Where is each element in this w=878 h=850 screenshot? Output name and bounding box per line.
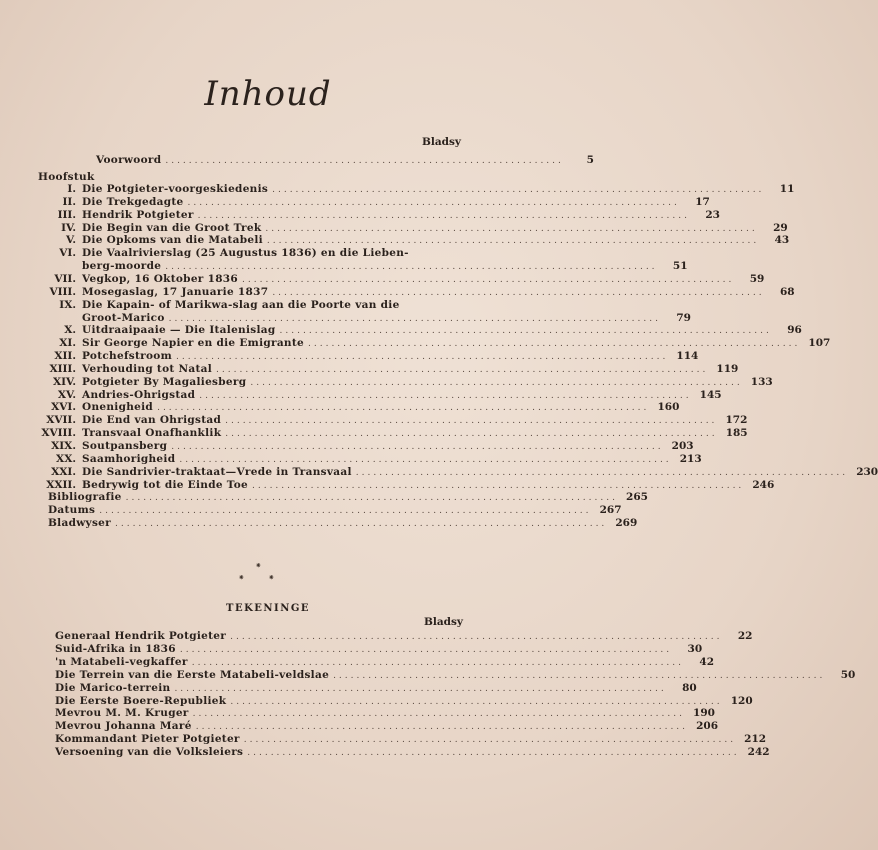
leader-dots: .................................................................................... [191, 657, 685, 668]
toc-entry-page: 107 [808, 337, 831, 350]
leader-dots: .................................................................................... [199, 390, 692, 401]
leader-dots: .................................................................................... [195, 722, 689, 733]
toc-entry-title: Verhouding tot Natal [82, 362, 213, 375]
leader-dots: .................................................................................... [225, 416, 718, 427]
toc-entry-number: XIV. [52, 375, 76, 388]
leader-dots: .................................................................................... [333, 670, 826, 681]
toc-entry-title: Datums [48, 504, 96, 517]
toc-entry-chapter [36, 247, 458, 260]
leader-dots: .................................................................................... [171, 442, 664, 452]
toc-entry-title: Die Opkoms van die Matabeli [82, 234, 263, 247]
ornament-left: ⁕ [238, 573, 245, 582]
toc-entry-number: II. [62, 195, 76, 208]
toc-entry-title: Die End van Ohrigstad [82, 414, 222, 427]
toc-entry-page: 42 [699, 655, 715, 668]
toc-entry-title: Hendrik Potgieter [82, 208, 194, 221]
toc-entry-number: I. [67, 183, 76, 195]
toc-entry-page: 79 [676, 311, 691, 324]
toc-entry-title: Transvaal Onafhanklik [82, 427, 222, 440]
toc-entry-title: Die Terrein van die Eerste Matabeli-veldslae [55, 668, 330, 681]
toc-entry-title: Die Kapain- of Marikwa-slag aan die Poorte van die [82, 298, 400, 311]
toc-entry-chapter-cont [36, 311, 691, 325]
toc-entry-title: Sir George Napier en die Emigrante [82, 337, 304, 350]
toc-entry-title: Bladwyser [48, 517, 111, 530]
toc-entry-title: Mevrou Johanna Maré [55, 720, 192, 733]
toc-entry-number: XIX. [51, 440, 76, 452]
toc-entry-chapter [36, 375, 773, 389]
toc-entry-page: 50 [840, 668, 856, 681]
leader-dots: .................................................................................... [308, 339, 801, 350]
toc-entry-page: 185 [725, 427, 748, 440]
toc-entry-title: berg-moorde [82, 260, 162, 273]
toc-entry-page: 269 [615, 517, 638, 530]
toc-entry-page: 11 [779, 183, 795, 195]
ornament-top: ⁕ [255, 561, 262, 570]
toc-entry-page: 114 [676, 350, 699, 363]
leader-dots: .................................................................................... [272, 287, 765, 298]
toc-entry-chapter [36, 414, 748, 427]
toc-entry-chapter [36, 427, 748, 440]
toc-entry-page: 59 [749, 272, 765, 285]
leader-dots: .................................................................................... [265, 223, 758, 234]
toc-entry-number: XX. [56, 452, 76, 465]
leader-dots: .................................................................................... [225, 429, 718, 440]
toc-entry-chapter [36, 350, 699, 363]
leader-dots: .................................................................................... [355, 467, 849, 478]
page-title: Inhoud [204, 74, 332, 114]
illustration-entry [55, 746, 770, 759]
illustrations-heading: TEKENINGE [226, 603, 310, 614]
toc-entry-page: 246 [752, 478, 775, 491]
toc-entry-chapter [36, 465, 878, 479]
toc-entry-number: III. [57, 208, 76, 221]
toc-entry-page: 230 [856, 465, 878, 478]
toc-entry-title: Vegkop, 16 Oktober 1836 [82, 272, 239, 285]
toc-entry-chapter [36, 478, 775, 492]
toc-entry-title: Die Eerste Boere-Republiek [55, 694, 227, 707]
toc-entry-title: Suid-Afrika in 1836 [55, 642, 176, 655]
leader-dots: .................................................................................... [165, 262, 658, 273]
toc-entry-page: 43 [774, 234, 790, 247]
toc-entry-title: Die Potgieter-voorgeskiedenis [82, 183, 269, 195]
illustrations-page-label: Bladsy [424, 616, 464, 628]
toc-entry-backmatter [48, 491, 648, 504]
toc-entry-title: Groot-Marico [82, 311, 165, 324]
toc-entry-title: Potchefstroom [82, 350, 173, 363]
illustration-entry [55, 630, 753, 643]
toc-entry-page: 96 [787, 324, 802, 337]
leader-dots: .................................................................................... [114, 519, 608, 530]
leader-dots: .................................................................................... [279, 326, 772, 337]
toc-entry-number: XIII. [49, 362, 76, 375]
toc-entry-chapter [36, 285, 795, 299]
toc-entry-page: 172 [725, 414, 748, 427]
leader-dots: .................................................................................... [192, 709, 685, 720]
illustration-entry [55, 720, 719, 733]
toc-entry-title: Die Marico-terrein [55, 681, 171, 694]
illustration-entry [55, 733, 767, 746]
toc-entry-title: Potgieter By Magaliesberg [82, 375, 247, 388]
toc-entry-title: Generaal Hendrik Potgieter [55, 630, 227, 642]
leader-dots: .................................................................................... [216, 364, 709, 375]
toc-entry-title: Soutpansberg [82, 440, 168, 452]
toc-entry-page: 23 [705, 208, 720, 221]
toc-entry-page: 68 [780, 285, 795, 298]
toc-entry-page: 160 [657, 401, 680, 414]
toc-entry-title: Kommandant Pieter Potgieter [55, 733, 240, 746]
toc-entry-chapter [36, 221, 788, 235]
toc-entry-page: 80 [682, 681, 697, 694]
toc-entry-title: Die Trekgedagte [82, 195, 184, 208]
page-column-label: Bladsy [422, 136, 462, 148]
toc-entry-number: XXI. [51, 465, 76, 478]
leader-dots: .................................................................................... [168, 313, 661, 324]
toc-entry-chapter-cont [36, 260, 688, 273]
toc-entry-chapter [36, 299, 458, 312]
leader-dots: .................................................................................... [250, 377, 743, 388]
leader-dots: .................................................................................... [230, 632, 723, 642]
toc-entry-number: XII. [54, 350, 76, 363]
leader-dots: .................................................................................... [243, 735, 737, 746]
toc-entry-number: V. [66, 234, 76, 247]
toc-entry-title: Mevrou M. M. Kruger [55, 707, 189, 720]
toc-entry-chapter [36, 272, 765, 286]
toc-entry-page: 5 [586, 154, 594, 166]
toc-entry-chapter [36, 388, 722, 402]
toc-entry-foreword: Voorwoord .................................................................... 5 [48, 154, 458, 167]
toc-entry-page: 206 [696, 720, 719, 733]
illustration-entry [55, 694, 753, 708]
toc-entry-number: VI. [59, 247, 76, 260]
toc-entry-page: 133 [750, 375, 773, 388]
toc-entry-number: VIII. [49, 285, 76, 298]
toc-entry-page: 203 [671, 440, 694, 452]
toc-entry-chapter [36, 195, 710, 209]
leader-dots: .................................................................................... [187, 197, 680, 208]
leader-dots: .................................................................................... [230, 696, 723, 707]
leader-dots: .................................................................................... [242, 274, 735, 285]
toc-entry-number: XXII. [46, 478, 76, 491]
leader-dots: .................................................................................... [174, 683, 667, 694]
leader-dots: .................................................................................... [179, 644, 673, 655]
toc-entry-title: Mosegaslag, 17 Januarie 1837 [82, 285, 269, 298]
toc-entry-number: XI. [59, 337, 76, 350]
toc-entry-title: Die Sandrivier-traktaat—Vrede in Transvaal [82, 465, 352, 478]
toc-entry-chapter [36, 234, 790, 247]
toc-entry-title: Die Vaalrivierslag (25 Augustus 1836) en die Lieben- [82, 247, 409, 260]
toc-entry-chapter [36, 208, 720, 222]
leader-dots: .................................................................................... [197, 210, 690, 221]
illustration-entry [55, 655, 715, 669]
ornament-right: ⁕ [268, 573, 275, 582]
leader-dots: .................................................................................... [251, 480, 745, 491]
toc-entry-title: Uitdraaipaaie — Die Italenislag [82, 324, 276, 337]
toc-entry-title: Voorwoord [96, 154, 162, 166]
leader-dots: .................................................................................... [266, 236, 760, 247]
toc-entry-title: Bibliografie [48, 491, 122, 504]
toc-entry-page: 212 [744, 733, 767, 746]
toc-entry-title: Andries-Ohrigstad [82, 388, 196, 401]
toc-entry-page: 119 [716, 362, 739, 375]
toc-entry-chapter [36, 183, 795, 196]
leader-dots: .................................................................................... [176, 352, 669, 363]
toc-entry-page: 190 [693, 707, 715, 720]
toc-entry-number: IV. [61, 221, 76, 234]
toc-entry-page: 17 [695, 195, 710, 208]
illustration-entry [55, 681, 697, 695]
toc-entry-number: XV. [57, 388, 76, 401]
toc-entry-page: 51 [672, 260, 688, 273]
illustration-entry [55, 668, 856, 682]
toc-entry-chapter [36, 337, 831, 350]
toc-entry-chapter [36, 324, 802, 337]
toc-entry-number: XVIII. [41, 427, 76, 440]
toc-entry-page: 242 [747, 746, 770, 759]
toc-entry-page: 213 [679, 452, 702, 465]
toc-entry-number: IX. [59, 298, 76, 311]
toc-entry-page: 30 [687, 642, 703, 655]
toc-entry-chapter [36, 452, 702, 466]
toc-entry-number: VII. [54, 272, 76, 285]
toc-entry-chapter [36, 440, 694, 453]
toc-entry-number: XVI. [51, 401, 76, 414]
illustration-entry [55, 707, 715, 720]
toc-entry-page: 145 [699, 388, 722, 401]
toc-entry-page: 265 [626, 491, 648, 504]
toc-entry-title: Die Begin van die Groot Trek [82, 221, 262, 234]
leader-dots: .................................................................................... [99, 506, 592, 517]
toc-entry-page: 29 [773, 221, 788, 234]
toc-entry-number: XVII. [46, 414, 76, 427]
leader-dots: .................................................................................... [247, 748, 740, 759]
toc-entry-chapter [36, 401, 680, 414]
leader-dots: .................................................................................... [125, 493, 618, 504]
toc-entry-chapter [36, 362, 739, 376]
toc-entry-page: 267 [599, 504, 622, 517]
toc-entry-backmatter [48, 517, 638, 530]
toc-entry-page: 120 [730, 694, 753, 707]
toc-entry-title: Bedrywig tot die Einde Toe [82, 478, 248, 491]
toc-entry-title: 'n Matabeli-vegkaffer [55, 655, 188, 668]
illustration-entry [55, 642, 703, 656]
leader-dots: .................................................................................... [179, 454, 672, 465]
toc-entry-title: Versoening van die Volksleiers [55, 746, 244, 759]
leader-dots: .................................................................................... [272, 185, 765, 195]
section-label: Hoofstuk [38, 171, 95, 183]
toc-entry-number: X. [64, 324, 76, 337]
toc-entry-title: Saamhorigheid [82, 452, 176, 465]
toc-entry-title: Onenigheid [82, 401, 154, 414]
leader-dots: .................................................................................... [157, 403, 650, 414]
toc-entry-backmatter [48, 504, 622, 517]
toc-entry-page: 22 [737, 630, 753, 642]
